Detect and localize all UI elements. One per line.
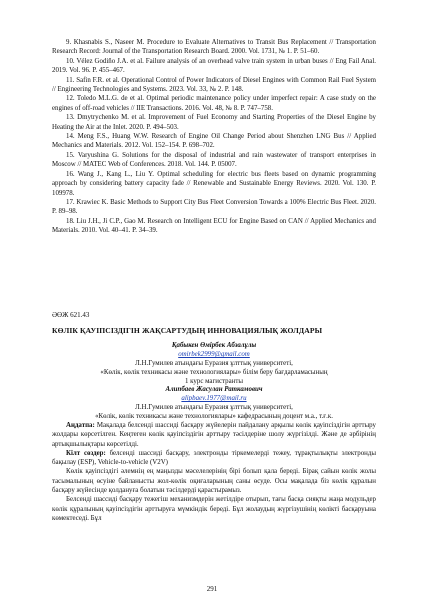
author-block — [52, 341, 376, 386]
author-name: Қабыкен Өмірбек Абзалұлы — [171, 342, 257, 349]
author-email-link[interactable]: alipbaev.1977@mail.ru — [181, 395, 247, 402]
abstract-label: Аңдатпа: — [66, 422, 95, 429]
author-name: Алипбаев Жасулан Раткамович — [165, 386, 263, 393]
author-affiliation: «Көлік, көлік техникасы және технологиялары» кафедрасының доцент м.а., т.ғ.к. — [95, 413, 333, 420]
reference-list — [52, 38, 376, 236]
abstract-text: Мақалада белсенді шассиді басқару жүйелерін пайдалану арқылы көлік қауіпсіздігін арттыру жолдары көрсетілген. Кеңтеген көлік қауіпсіздігін арттыру тәсілдеріне шолу жүргізілді. Және де әрбірінің артықшылықтары көрсетілді. — [52, 422, 376, 448]
udc-code: ӘӨЖ 621.43 — [52, 311, 90, 319]
author-email-link[interactable]: omirbek2999@gmail.com — [178, 351, 250, 358]
abstract-paragraph — [52, 421, 376, 449]
reference-item: 15. Varyushina G. Solutions for the disposal of industrial and rain wastewater of transport enterprises in Moscow // MATEC Web of Conferences. 2018. Vol. 144. P. 05007. — [52, 151, 376, 169]
keywords-paragraph — [52, 449, 376, 468]
abstract-section — [52, 421, 376, 523]
body-paragraph: Белсенді шассиді басқару тежегіш механизмдерін жетілдіре отырып, тағы басқа сияқты жаңа модульдер көлік құралының қауіпсіздігін арттыруға мүмкіндік береді. Бұл жолаудың жүргізушінің көлікті басқаруына көмектеседі. Бұл — [52, 496, 376, 522]
author-affiliation: «Көлік, көлік техникасы және технологиялары» білім беру бағдарламасының — [100, 369, 328, 376]
reference-item: 18. Liu J.H., Ji C.P., Gao M. Research on Intelligent ECU for Engine Based on CAN // Applied Mechanics and Materials. 2010. Vol. 40–41. P. 34–39. — [52, 217, 376, 235]
reference-item: 12. Toledo M.L.G. de et al. Optimal periodic maintenance policy under imperfect repair: A case study on the engines of off-road vehicles // IIE Transactions. 2016. Vol. 48, № 8. P. 747–758. — [52, 95, 376, 112]
body-paragraph: Көлік қауіпсіздігі әлемнің ең маңызды мәселелерінің бірі болып қала береді. Бірақ сайын көлік жолы тасымалының өсуіне байланысты жол-көлік оқиғаларының саны өсуде. Осы мақалада біз көлік құралын басқару жүйесінде қолдануға болатын тәсілдерді қарастырамыз. — [52, 468, 376, 495]
reference-item: 13. Dmytrychenko M. et al. Improvement of Fuel Economy and Starting Properties of the Diesel Engine by Heating the Air at the Inlet. 2020. P. 494–503. — [52, 114, 376, 131]
reference-item: 16. Wang J., Kang L., Liu Y. Optimal scheduling for electric bus fleets based on dynamic programming approach by considering battery capacity fade // Renewable and Sustainable Energy Reviews. 2020. Vol. 130. P. 109978. — [52, 170, 376, 197]
author-affiliation: Л.Н.Гумилев атындағы Еуразия ұлттық университеті, — [135, 360, 293, 367]
keywords-label: Кілт сөздер: — [66, 449, 106, 457]
reference-item: 10. Vélez Godiño J.A. et al. Failure analysis of an overhead valve train system in urban buses // Eng Fail Anal. 2019. Vol. 96. P. 455–467. — [52, 57, 376, 75]
article-title: КӨЛІК ҚАУІПСІЗДІГІН ЖАҚСАРТУДЫҢ ИННОВАЦИЯЛЫҚ ЖОЛДАРЫ — [52, 326, 323, 335]
author-block — [52, 385, 376, 421]
reference-item: 17. Krawiec K. Basic Methods to Support City Bus Fleet Conversion Towards a 100% Electric Bus Fleet. 2020. P. 89–98. — [52, 198, 376, 216]
reference-item: 11. Safin F.R. et al. Operational Control of Power Indicators of Diesel Engines with Common Rail Fuel System // Engineering Technologies and Systems. 2023. Vol. 33, № 2. P. 148. — [52, 76, 376, 94]
author-affiliation: 1 курс магистранты — [185, 378, 243, 385]
keywords-text: белсенді шассиді басқару, электронды тіркемелерді тежеу, тұрақтылықты электронды бақылау (ESP), Vehicle-to-vehicle (V2V) — [52, 449, 376, 467]
page-number: 291 — [206, 585, 218, 593]
reference-item: 9. Khasnabis S., Naseer M. Procedure to Evaluate Alternatives to Transit Bus Replacement // Transportation Research Record: Journal of the Transportation Research Board. 2000. Vol. 1731, № 1. P. 51–60. — [52, 39, 376, 56]
author-affiliation: Л.Н.Гумилев атындағы Еуразия ұлттық университеті, — [135, 404, 293, 411]
reference-item: 14. Meng F.S., Huang W.W. Research of Engine Oil Change Period about Shenzhen LNG Bus // Applied Mechanics and Materials. 2012. Vol. 152–154. P. 698–702. — [52, 133, 376, 150]
